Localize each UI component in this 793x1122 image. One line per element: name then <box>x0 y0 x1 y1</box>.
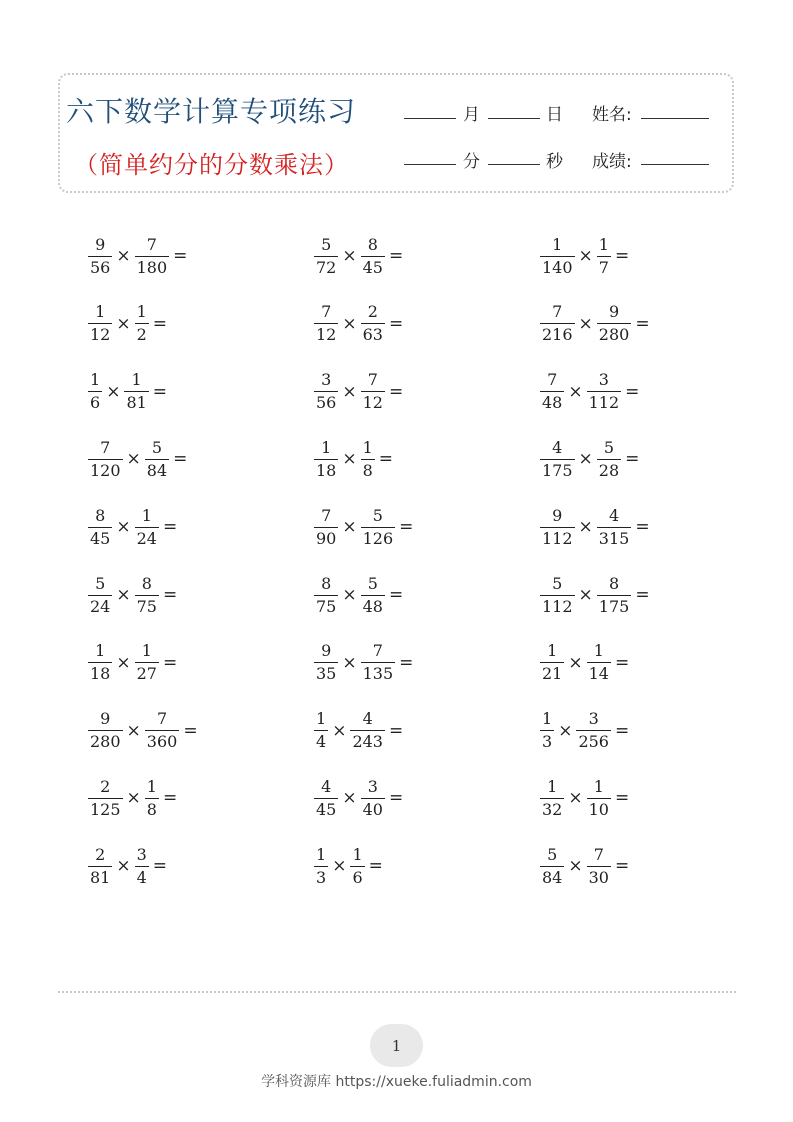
equals-sign: = <box>614 856 630 877</box>
numerator: 1 <box>352 844 363 864</box>
equals-sign: = <box>614 788 630 809</box>
multiply-sign: × <box>116 517 131 538</box>
denominator: 135 <box>362 664 394 684</box>
numerator: 1 <box>321 437 332 457</box>
numerator: 1 <box>542 709 553 729</box>
fraction <box>314 643 338 682</box>
problem-item <box>88 776 177 820</box>
fraction <box>88 776 123 819</box>
numerator: 8 <box>608 573 620 593</box>
equals-sign: = <box>635 313 650 334</box>
numerator: 1 <box>95 302 106 322</box>
problem-item <box>314 505 413 549</box>
numerator: 1 <box>141 641 152 661</box>
denominator: 14 <box>588 664 609 684</box>
denominator: 48 <box>362 596 383 616</box>
month-label: 月 <box>463 105 480 125</box>
fraction <box>314 372 338 411</box>
denominator: 48 <box>542 393 563 413</box>
numerator: 1 <box>95 641 106 661</box>
denominator: 75 <box>136 596 157 616</box>
multiply-sign: × <box>332 720 347 741</box>
fraction <box>88 505 112 548</box>
fraction <box>597 573 632 616</box>
denominator: 120 <box>90 460 121 480</box>
fraction <box>597 505 632 548</box>
numerator: 2 <box>95 844 106 864</box>
denominator: 72 <box>316 257 337 277</box>
numerator: 7 <box>547 370 558 390</box>
denominator: 126 <box>362 528 394 548</box>
multiply-sign: × <box>558 720 573 741</box>
numerator: 7 <box>593 844 604 864</box>
numerator: 1 <box>316 709 327 729</box>
denominator: 180 <box>136 257 168 277</box>
fraction <box>350 711 385 750</box>
fraction <box>540 643 564 682</box>
numerator: 3 <box>136 844 147 864</box>
multiply-sign: × <box>578 585 593 605</box>
day-label: 日 <box>546 105 563 125</box>
problem-item <box>88 641 177 685</box>
denominator: 18 <box>90 664 111 684</box>
denominator: 81 <box>90 867 111 887</box>
problem-item <box>88 573 177 617</box>
multiply-sign: × <box>342 652 357 673</box>
numerator: 5 <box>367 573 378 593</box>
problem-item <box>314 776 403 820</box>
multiply-sign: × <box>578 313 593 334</box>
denominator: 24 <box>136 528 157 548</box>
problem-item <box>88 505 177 549</box>
equals-sign: = <box>614 652 630 673</box>
multiply-sign: × <box>342 585 357 605</box>
problem-item <box>314 234 403 278</box>
equals-sign: = <box>162 652 178 673</box>
problem-item <box>540 844 629 888</box>
numerator: 5 <box>603 437 615 457</box>
numerator: 9 <box>100 709 111 729</box>
name-label: 姓名: <box>592 105 632 125</box>
denominator: 84 <box>542 867 563 887</box>
numerator: 1 <box>141 505 152 525</box>
denominator: 140 <box>542 257 573 277</box>
denominator: 56 <box>316 393 337 413</box>
page-number-text: 1 <box>391 1036 402 1055</box>
numerator: 1 <box>593 776 604 796</box>
problem-item <box>540 776 629 820</box>
fraction <box>135 643 159 682</box>
problem-item <box>540 234 629 278</box>
denominator: 4 <box>316 732 327 752</box>
equals-sign: = <box>635 585 650 605</box>
equals-sign: = <box>173 246 188 266</box>
multiply-sign: × <box>126 720 141 741</box>
multiply-sign: × <box>342 246 357 266</box>
numerator: 9 <box>321 641 332 661</box>
equals-sign: = <box>388 246 404 266</box>
numerator: 4 <box>362 709 373 729</box>
footer-divider <box>58 991 736 993</box>
fraction <box>361 505 396 548</box>
fraction <box>361 234 385 277</box>
fraction <box>540 505 575 548</box>
problem-item <box>540 709 629 753</box>
denominator: 360 <box>146 732 178 752</box>
denominator: 28 <box>598 460 620 480</box>
denominator: 45 <box>362 257 383 277</box>
numerator: 8 <box>321 573 332 593</box>
denominator: 280 <box>598 325 630 345</box>
denominator: 45 <box>90 528 111 548</box>
numerator: 5 <box>547 844 558 864</box>
fraction <box>314 437 338 480</box>
multiply-sign: × <box>116 246 131 266</box>
second-blank[interactable] <box>488 164 540 165</box>
fraction <box>88 234 112 277</box>
numerator: 1 <box>593 641 604 661</box>
denominator: 3 <box>542 732 553 752</box>
fraction <box>314 234 338 277</box>
denominator: 18 <box>316 460 337 480</box>
equals-sign: = <box>162 517 178 538</box>
numerator: 7 <box>321 505 332 525</box>
numerator: 3 <box>588 709 599 729</box>
problem-item <box>314 573 403 617</box>
problem-item <box>314 437 393 481</box>
numerator: 9 <box>552 505 563 525</box>
numerator: 1 <box>598 234 609 254</box>
numerator: 2 <box>367 302 378 322</box>
problem-item <box>314 641 413 685</box>
fraction <box>88 844 112 887</box>
numerator: 1 <box>362 437 373 457</box>
denominator: 8 <box>146 799 157 819</box>
multiply-sign: × <box>126 449 141 470</box>
equals-sign: = <box>388 788 404 809</box>
denominator: 243 <box>352 732 383 752</box>
numerator: 8 <box>367 234 378 254</box>
fraction <box>587 643 611 682</box>
fraction <box>361 643 396 682</box>
fraction <box>540 776 564 819</box>
fraction <box>88 372 102 411</box>
equals-sign: = <box>635 517 650 538</box>
numerator: 2 <box>100 776 111 796</box>
equals-sign: = <box>625 449 640 470</box>
fraction <box>135 505 159 548</box>
denominator: 125 <box>90 799 121 819</box>
denominator: 24 <box>90 596 111 616</box>
denominator: 12 <box>90 325 111 345</box>
equals-sign: = <box>399 517 414 538</box>
numerator: 5 <box>95 573 106 593</box>
equals-sign: = <box>152 856 168 877</box>
fraction <box>576 711 611 750</box>
fraction <box>88 711 123 750</box>
numerator: 4 <box>321 776 332 796</box>
equals-sign: = <box>162 585 178 605</box>
numerator: 4 <box>608 505 620 525</box>
fraction <box>540 711 554 750</box>
fraction <box>361 776 385 819</box>
fraction <box>361 304 385 343</box>
denominator: 56 <box>90 257 111 277</box>
denominator: 175 <box>598 596 630 616</box>
fraction <box>88 304 112 343</box>
numerator: 1 <box>136 302 147 322</box>
fraction <box>135 234 170 277</box>
denominator: 45 <box>316 799 337 819</box>
fraction <box>361 372 385 411</box>
numerator: 9 <box>95 234 106 254</box>
multiply-sign: × <box>568 652 583 673</box>
denominator: 12 <box>316 325 337 345</box>
denominator: 8 <box>362 460 373 480</box>
multiply-sign: × <box>342 449 357 470</box>
denominator: 21 <box>542 664 563 684</box>
footer-source-text: 学科资源库 https://xueke.fuliadmin.com <box>261 1074 532 1090</box>
numerator: 7 <box>372 641 383 661</box>
numerator: 1 <box>552 234 563 254</box>
fraction <box>145 711 180 750</box>
numerator: 7 <box>156 709 168 729</box>
fraction <box>88 573 112 616</box>
fraction <box>135 844 149 887</box>
equals-sign: = <box>378 449 394 470</box>
equals-sign: = <box>614 246 630 266</box>
numerator: 7 <box>552 302 563 322</box>
multiply-sign: × <box>578 246 593 266</box>
numerator: 7 <box>321 302 332 322</box>
numerator: 9 <box>608 302 620 322</box>
fraction <box>145 437 169 480</box>
multiply-sign: × <box>116 585 131 605</box>
fraction <box>314 711 328 750</box>
numerator: 7 <box>146 234 157 254</box>
numerator: 7 <box>367 370 378 390</box>
equals-sign: = <box>173 449 188 470</box>
multiply-sign: × <box>332 856 347 877</box>
day-blank[interactable] <box>488 118 540 119</box>
fraction <box>540 573 575 616</box>
denominator: 30 <box>588 867 609 887</box>
denominator: 175 <box>542 460 573 480</box>
multiply-sign: × <box>342 313 357 334</box>
denominator: 10 <box>588 799 609 819</box>
denominator: 35 <box>316 664 337 684</box>
equals-sign: = <box>388 381 404 402</box>
fraction <box>597 437 621 480</box>
problem-item <box>88 437 187 481</box>
multiply-sign: × <box>342 517 357 538</box>
numerator: 8 <box>141 573 152 593</box>
problem-item <box>88 234 187 278</box>
denominator: 6 <box>90 393 101 413</box>
problem-item <box>314 302 403 346</box>
denominator: 315 <box>598 528 630 548</box>
fraction <box>587 372 622 411</box>
fraction <box>361 573 385 616</box>
fraction <box>540 844 564 887</box>
problem-item <box>540 302 650 346</box>
fraction <box>314 573 338 616</box>
denominator: 84 <box>146 460 168 480</box>
multiply-sign: × <box>568 788 583 809</box>
denominator: 7 <box>598 257 609 277</box>
problem-item <box>88 370 167 414</box>
problem-item <box>540 573 650 617</box>
equals-sign: = <box>162 788 178 809</box>
fraction <box>597 304 632 343</box>
numerator: 1 <box>131 370 142 390</box>
denominator: 32 <box>542 799 563 819</box>
name-blank[interactable] <box>641 118 709 119</box>
numerator: 3 <box>321 370 332 390</box>
equals-sign: = <box>399 652 414 673</box>
denominator: 12 <box>362 393 383 413</box>
fraction <box>540 437 575 480</box>
fraction <box>314 304 338 343</box>
fraction <box>88 643 112 682</box>
multiply-sign: × <box>116 856 131 877</box>
fraction <box>540 372 564 411</box>
denominator: 256 <box>578 732 609 752</box>
fraction <box>597 234 611 277</box>
multiply-sign: × <box>578 517 593 538</box>
problem-item <box>88 709 198 753</box>
fraction <box>540 304 575 343</box>
denominator: 112 <box>588 393 620 413</box>
problem-item <box>540 437 639 481</box>
multiply-sign: × <box>578 449 593 470</box>
equals-sign: = <box>183 720 198 741</box>
denominator: 27 <box>136 664 157 684</box>
multiply-sign: × <box>116 313 131 334</box>
problem-item <box>88 302 167 346</box>
score-label: 成绩: <box>592 152 632 172</box>
worksheet-title: 六下数学计算专项练习 <box>66 95 357 128</box>
fraction <box>587 844 611 887</box>
multiply-sign: × <box>342 788 357 809</box>
equals-sign: = <box>152 313 168 334</box>
numerator: 5 <box>372 505 383 525</box>
fraction <box>135 573 159 616</box>
problem-item <box>540 641 629 685</box>
second-label: 秒 <box>546 152 563 172</box>
fraction <box>124 372 148 411</box>
numerator: 4 <box>552 437 563 457</box>
equals-sign: = <box>388 313 404 334</box>
page-number <box>370 1024 423 1067</box>
fraction <box>540 234 575 277</box>
fraction <box>145 776 159 819</box>
worksheet-subtitle: （简单约分的分数乘法） <box>74 151 349 179</box>
numerator: 3 <box>598 370 609 390</box>
numerator: 8 <box>95 505 106 525</box>
score-blank[interactable] <box>641 164 709 165</box>
fraction <box>135 304 149 343</box>
equals-sign: = <box>625 381 640 402</box>
equals-sign: = <box>368 856 383 877</box>
fraction <box>88 437 123 480</box>
numerator: 1 <box>547 776 558 796</box>
multiply-sign: × <box>342 381 357 402</box>
numerator: 5 <box>321 234 332 254</box>
denominator: 6 <box>352 867 363 887</box>
equals-sign: = <box>388 720 404 741</box>
multiply-sign: × <box>568 381 583 402</box>
numerator: 5 <box>151 437 163 457</box>
multiply-sign: × <box>106 381 121 402</box>
equals-sign: = <box>152 381 168 402</box>
fraction <box>350 844 364 887</box>
problem-item <box>540 505 650 549</box>
fraction <box>314 844 328 887</box>
denominator: 2 <box>136 325 147 345</box>
denominator: 112 <box>542 528 573 548</box>
denominator: 90 <box>316 528 337 548</box>
multiply-sign: × <box>116 652 131 673</box>
denominator: 63 <box>362 325 383 345</box>
multiply-sign: × <box>568 856 583 877</box>
equals-sign: = <box>614 720 630 741</box>
denominator: 112 <box>542 596 573 616</box>
fraction <box>361 437 375 480</box>
numerator: 3 <box>367 776 378 796</box>
equals-sign: = <box>388 585 404 605</box>
minute-label: 分 <box>463 152 480 172</box>
problem-item <box>314 844 383 888</box>
problem-item <box>314 370 403 414</box>
fraction <box>314 505 338 548</box>
problem-item <box>88 844 167 888</box>
numerator: 1 <box>316 844 327 864</box>
denominator: 81 <box>126 393 147 413</box>
numerator: 1 <box>90 370 101 390</box>
denominator: 4 <box>136 867 147 887</box>
numerator: 7 <box>100 437 111 457</box>
denominator: 75 <box>316 596 337 616</box>
problem-item <box>314 709 403 753</box>
denominator: 280 <box>90 732 121 752</box>
multiply-sign: × <box>126 788 141 809</box>
denominator: 216 <box>542 325 573 345</box>
numerator: 1 <box>146 776 157 796</box>
minute-blank[interactable] <box>404 164 456 165</box>
fraction <box>587 776 611 819</box>
fraction <box>314 776 338 819</box>
denominator: 40 <box>362 799 383 819</box>
problem-item <box>540 370 639 414</box>
denominator: 3 <box>316 867 327 887</box>
numerator: 5 <box>552 573 563 593</box>
month-blank[interactable] <box>404 118 456 119</box>
numerator: 1 <box>547 641 558 661</box>
